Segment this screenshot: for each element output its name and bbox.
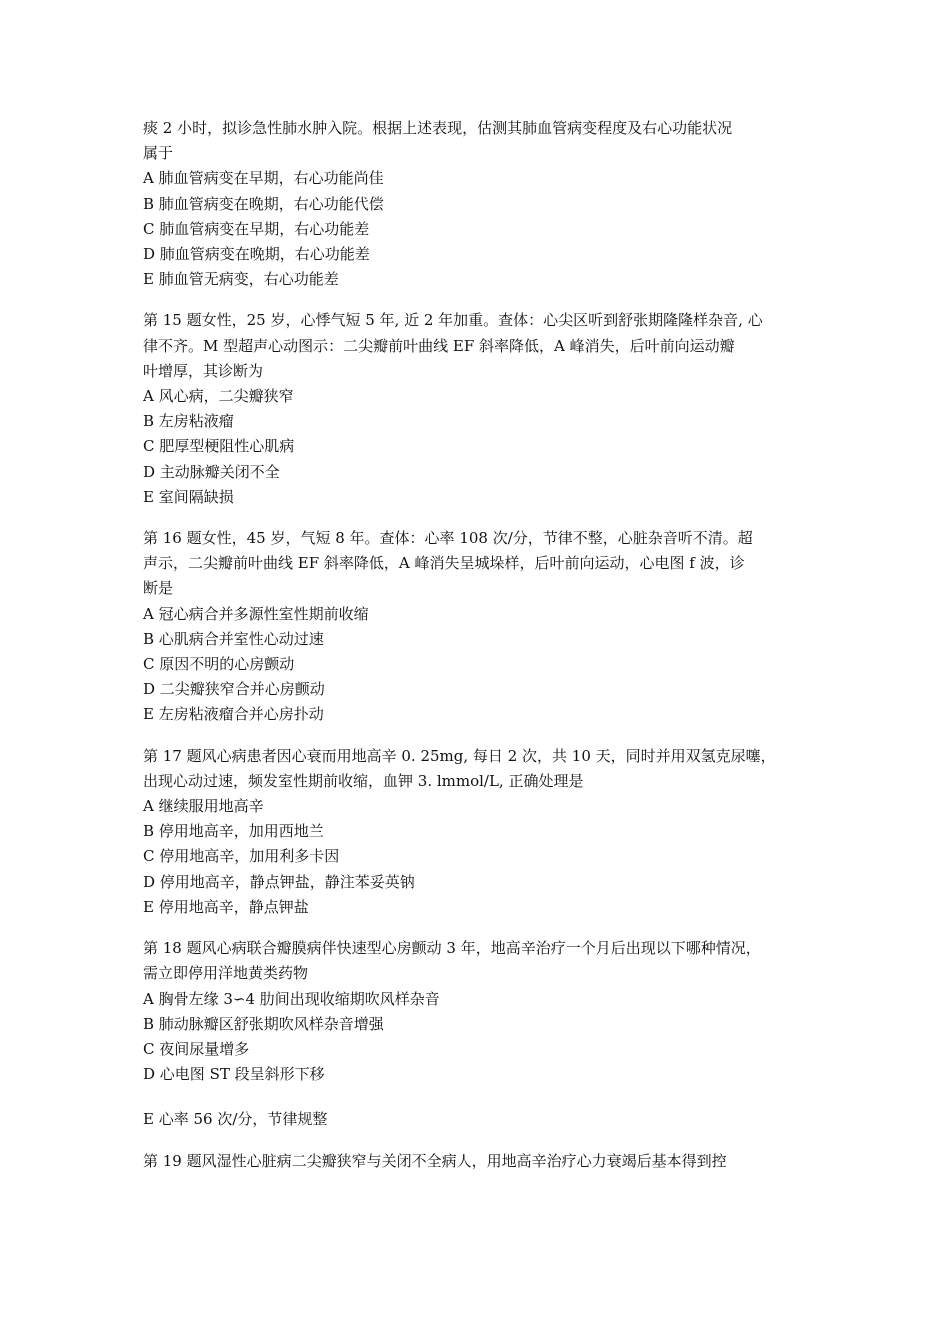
option-c: C 原因不明的心房颤动 — [143, 655, 295, 674]
option-b: B 停用地高辛，加用西地兰 — [143, 822, 324, 841]
question-text: 叶增厚，其诊断为 — [143, 361, 264, 380]
question-18 — [143, 936, 815, 1132]
option-d: D 心电图 ST 段呈斜形下移 — [143, 1065, 325, 1084]
question-text: 第 17 题风心病患者因心衰而用地高辛 0. 25mg, 每日 2 次，共 10 天，同时并用双氢克尿噻， — [143, 746, 776, 765]
question-text: 属于 — [143, 144, 174, 163]
question-16 — [143, 526, 815, 728]
question-text: 第 18 题风心病联合瓣膜病伴快速型心房颤动 3 年，地高辛治疗一个月后出现以下哪种情况， — [143, 939, 761, 958]
option-a: A 风心病，二尖瓣狭窄 — [143, 387, 294, 406]
option-d: D 停用地高辛，静点钾盐，静注苯妥英钠 — [143, 872, 415, 891]
option-c: C 停用地高辛，加用利多卡因 — [143, 847, 340, 866]
option-b: B 心肌病合并室性心动过速 — [143, 629, 324, 648]
option-d: D 肺血管病变在晚期，右心功能差 — [143, 245, 370, 264]
question-text: 第 19 题风湿性心脏病二尖瓣狭窄与关闭不全病人，用地高辛治疗心力衰竭后基本得到控 — [143, 1151, 727, 1170]
option-e: E 左房粘液瘤合并心房扑动 — [143, 705, 324, 724]
option-b: B 左房粘液瘤 — [143, 412, 234, 431]
question-text: 声示，二尖瓣前叶曲线 EF 斜率降低，A 峰消失呈城垛样，后叶前向运动，心电图 f 波，诊 — [143, 554, 745, 573]
question-text: 律不齐。M 型超声心动图示：二尖瓣前叶曲线 EF 斜率降低，A 峰消失，后叶前向运动瓣 — [143, 336, 735, 355]
question-text: 痰 2 小时，拟诊急性肺水肿入院。根据上述表现，估测其肺血管病变程度及右心功能状况 — [143, 119, 733, 137]
question-15 — [143, 308, 815, 510]
option-a: A 肺血管病变在早期，右心功能尚佳 — [143, 169, 384, 188]
option-a: A 冠心病合并多源性室性期前收缩 — [143, 604, 369, 623]
option-e: E 肺血管无病变，右心功能差 — [143, 270, 339, 289]
question-text: 第 16 题女性，45 岁，气短 8 年。查体：心率 108 次/分，节律不整，心脏杂音听不清。超 — [143, 529, 753, 548]
option-b: B 肺血管病变在晚期，右心功能代偿 — [143, 194, 384, 213]
question-19 — [143, 1149, 815, 1174]
question-text: 第 15 题女性，25 岁，心悸气短 5 年, 近 2 年加重。查体：心尖区听到舒张期隆隆样杂音, 心 — [143, 311, 763, 330]
question-text: 需立即停用洋地黄类药物 — [143, 964, 309, 983]
option-e: E 室间隔缺损 — [143, 487, 234, 506]
option-d: D 主动脉瓣关闭不全 — [143, 462, 280, 481]
option-a: A 胸骨左缘 3∽4 肋间出现收缩期吹风样杂音 — [143, 989, 440, 1008]
option-a: A 继续服用地高辛 — [143, 797, 264, 816]
document-body — [143, 116, 815, 1190]
option-d: D 二尖瓣狭窄合并心房颤动 — [143, 680, 325, 699]
question-17 — [143, 744, 815, 920]
option-c: C 肥厚型梗阻性心肌病 — [143, 437, 295, 456]
option-c: C 夜间尿量增多 — [143, 1039, 250, 1058]
question-14-continued — [143, 116, 815, 292]
option-e: E 停用地高辛，静点钾盐 — [143, 897, 309, 916]
question-text: 断是 — [143, 579, 174, 598]
option-e: E 心率 56 次/分，节律规整 — [143, 1110, 328, 1129]
question-text: 出现心动过速，频发室性期前收缩，血钾 3. lmmol/L, 正确处理是 — [143, 771, 584, 790]
option-c: C 肺血管病变在早期，右心功能差 — [143, 219, 370, 238]
option-b: B 肺动脉瓣区舒张期吹风样杂音增强 — [143, 1014, 384, 1033]
